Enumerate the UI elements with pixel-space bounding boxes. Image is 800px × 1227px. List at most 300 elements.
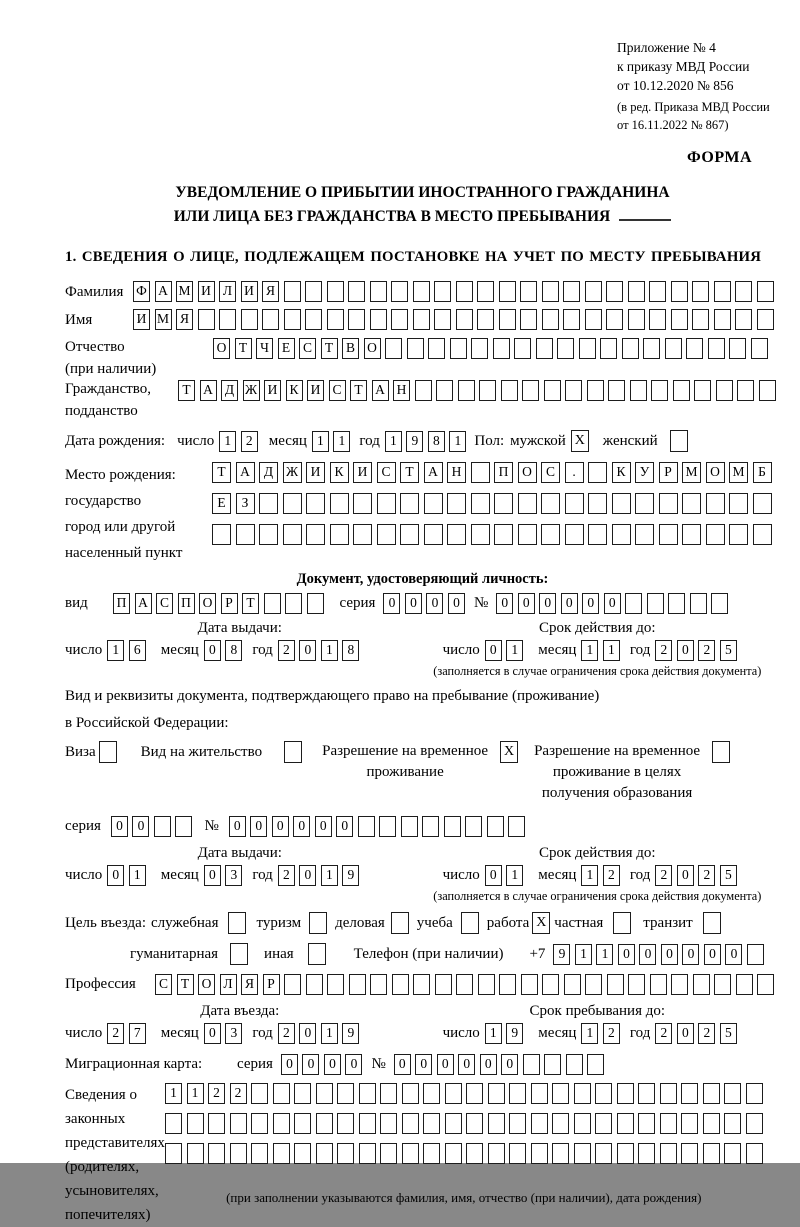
char-cell[interactable]: [552, 1083, 569, 1104]
char-cell[interactable]: [649, 309, 666, 330]
char-cell[interactable]: [493, 338, 510, 359]
char-cell[interactable]: [692, 281, 709, 302]
char-cell[interactable]: [330, 493, 349, 514]
char-cell[interactable]: О: [199, 593, 216, 614]
char-cell[interactable]: [337, 1143, 354, 1164]
char-cell[interactable]: [499, 974, 516, 995]
char-cell[interactable]: 9: [553, 944, 570, 965]
char-cell[interactable]: [665, 338, 682, 359]
purpose-work-checkbox[interactable]: X: [532, 912, 550, 934]
char-cell[interactable]: [608, 380, 625, 401]
char-cell[interactable]: [606, 281, 623, 302]
char-cell[interactable]: П: [113, 593, 130, 614]
char-cell[interactable]: 0: [496, 593, 513, 614]
char-cell[interactable]: [736, 974, 753, 995]
char-cell[interactable]: Я: [241, 974, 258, 995]
char-cell[interactable]: [660, 1113, 677, 1134]
char-cell[interactable]: [703, 1143, 720, 1164]
char-cell[interactable]: [753, 524, 772, 545]
char-cell[interactable]: [649, 281, 666, 302]
char-cell[interactable]: А: [424, 462, 443, 483]
purpose-other-checkbox[interactable]: [308, 943, 326, 965]
char-cell[interactable]: [447, 493, 466, 514]
char-cell[interactable]: [477, 281, 494, 302]
char-cell[interactable]: А: [236, 462, 255, 483]
char-cell[interactable]: [659, 524, 678, 545]
char-cell[interactable]: [407, 338, 424, 359]
char-cell[interactable]: [379, 816, 396, 837]
char-cell[interactable]: [668, 593, 685, 614]
char-cell[interactable]: 0: [725, 944, 742, 965]
char-cell[interactable]: И: [198, 281, 215, 302]
char-cell[interactable]: [628, 974, 645, 995]
char-cell[interactable]: [327, 281, 344, 302]
temp-residence-checkbox[interactable]: X: [500, 741, 518, 763]
char-cell[interactable]: [391, 309, 408, 330]
char-cell[interactable]: 1: [321, 865, 338, 886]
char-cell[interactable]: [531, 1143, 548, 1164]
char-cell[interactable]: Л: [219, 281, 236, 302]
char-cell[interactable]: [337, 1083, 354, 1104]
char-cell[interactable]: [208, 1113, 225, 1134]
char-cell[interactable]: Р: [221, 593, 238, 614]
char-cell[interactable]: [445, 1113, 462, 1134]
char-cell[interactable]: 0: [426, 593, 443, 614]
char-cell[interactable]: 1: [603, 640, 620, 661]
char-cell[interactable]: [746, 1083, 763, 1104]
char-cell[interactable]: [165, 1113, 182, 1134]
char-cell[interactable]: [359, 1143, 376, 1164]
char-cell[interactable]: [595, 1083, 612, 1104]
char-cell[interactable]: К: [330, 462, 349, 483]
char-cell[interactable]: [757, 974, 774, 995]
char-cell[interactable]: М: [729, 462, 748, 483]
char-cell[interactable]: 0: [204, 640, 221, 661]
char-cell[interactable]: 0: [677, 640, 694, 661]
char-cell[interactable]: [671, 309, 688, 330]
char-cell[interactable]: [585, 309, 602, 330]
char-cell[interactable]: [714, 309, 731, 330]
char-cell[interactable]: [349, 974, 366, 995]
char-cell[interactable]: 0: [299, 640, 316, 661]
char-cell[interactable]: Я: [176, 309, 193, 330]
char-cell[interactable]: [711, 593, 728, 614]
char-cell[interactable]: [514, 338, 531, 359]
char-cell[interactable]: [579, 338, 596, 359]
char-cell[interactable]: 8: [428, 431, 445, 452]
sex-male-checkbox[interactable]: X: [571, 430, 589, 452]
char-cell[interactable]: С: [299, 338, 316, 359]
char-cell[interactable]: [523, 1054, 540, 1075]
char-cell[interactable]: [706, 524, 725, 545]
char-cell[interactable]: [392, 974, 409, 995]
char-cell[interactable]: 0: [272, 816, 289, 837]
char-cell[interactable]: 1: [385, 431, 402, 452]
char-cell[interactable]: [521, 974, 538, 995]
char-cell[interactable]: [565, 380, 582, 401]
char-cell[interactable]: [565, 524, 584, 545]
char-cell[interactable]: [588, 524, 607, 545]
char-cell[interactable]: 0: [394, 1054, 411, 1075]
char-cell[interactable]: 0: [345, 1054, 362, 1075]
char-cell[interactable]: [628, 281, 645, 302]
char-cell[interactable]: [305, 309, 322, 330]
char-cell[interactable]: 1: [219, 431, 236, 452]
char-cell[interactable]: А: [372, 380, 389, 401]
char-cell[interactable]: С: [155, 974, 172, 995]
char-cell[interactable]: [391, 281, 408, 302]
char-cell[interactable]: [380, 1113, 397, 1134]
char-cell[interactable]: [724, 1143, 741, 1164]
char-cell[interactable]: [557, 338, 574, 359]
char-cell[interactable]: Р: [659, 462, 678, 483]
char-cell[interactable]: [236, 524, 255, 545]
char-cell[interactable]: 0: [293, 816, 310, 837]
char-cell[interactable]: 0: [250, 816, 267, 837]
char-cell[interactable]: [445, 1083, 462, 1104]
char-cell[interactable]: 0: [324, 1054, 341, 1075]
char-cell[interactable]: 2: [230, 1083, 247, 1104]
char-cell[interactable]: [617, 1143, 634, 1164]
char-cell[interactable]: 0: [107, 865, 124, 886]
char-cell[interactable]: [423, 1143, 440, 1164]
char-cell[interactable]: [327, 309, 344, 330]
char-cell[interactable]: [552, 1143, 569, 1164]
char-cell[interactable]: [294, 1083, 311, 1104]
char-cell[interactable]: [466, 1083, 483, 1104]
char-cell[interactable]: [612, 493, 631, 514]
char-cell[interactable]: [479, 380, 496, 401]
char-cell[interactable]: [499, 281, 516, 302]
char-cell[interactable]: Л: [220, 974, 237, 995]
purpose-official-checkbox[interactable]: [228, 912, 246, 934]
char-cell[interactable]: [541, 524, 560, 545]
char-cell[interactable]: 0: [229, 816, 246, 837]
char-cell[interactable]: 5: [720, 640, 737, 661]
char-cell[interactable]: [423, 1083, 440, 1104]
char-cell[interactable]: [509, 1113, 526, 1134]
char-cell[interactable]: 0: [485, 640, 502, 661]
char-cell[interactable]: [638, 1143, 655, 1164]
char-cell[interactable]: [380, 1083, 397, 1104]
char-cell[interactable]: [187, 1143, 204, 1164]
char-cell[interactable]: [753, 493, 772, 514]
char-cell[interactable]: [724, 1113, 741, 1134]
purpose-private-checkbox[interactable]: [613, 912, 631, 934]
char-cell[interactable]: 0: [415, 1054, 432, 1075]
char-cell[interactable]: [638, 1083, 655, 1104]
char-cell[interactable]: О: [518, 462, 537, 483]
char-cell[interactable]: 1: [333, 431, 350, 452]
char-cell[interactable]: [494, 524, 513, 545]
char-cell[interactable]: А: [135, 593, 152, 614]
char-cell[interactable]: [660, 1083, 677, 1104]
char-cell[interactable]: [585, 281, 602, 302]
char-cell[interactable]: 0: [299, 1023, 316, 1044]
char-cell[interactable]: [630, 380, 647, 401]
char-cell[interactable]: [359, 1113, 376, 1134]
char-cell[interactable]: М: [176, 281, 193, 302]
char-cell[interactable]: 0: [682, 944, 699, 965]
char-cell[interactable]: [518, 524, 537, 545]
char-cell[interactable]: [729, 524, 748, 545]
char-cell[interactable]: 2: [278, 865, 295, 886]
char-cell[interactable]: 1: [581, 640, 598, 661]
char-cell[interactable]: Т: [400, 462, 419, 483]
char-cell[interactable]: 0: [111, 816, 128, 837]
char-cell[interactable]: [542, 281, 559, 302]
char-cell[interactable]: Ч: [256, 338, 273, 359]
char-cell[interactable]: 2: [698, 865, 715, 886]
char-cell[interactable]: [423, 1113, 440, 1134]
char-cell[interactable]: [625, 593, 642, 614]
char-cell[interactable]: С: [329, 380, 346, 401]
char-cell[interactable]: [435, 974, 452, 995]
char-cell[interactable]: [542, 309, 559, 330]
char-cell[interactable]: Ж: [283, 462, 302, 483]
char-cell[interactable]: [587, 1054, 604, 1075]
char-cell[interactable]: [424, 524, 443, 545]
char-cell[interactable]: 5: [720, 1023, 737, 1044]
char-cell[interactable]: [574, 1113, 591, 1134]
char-cell[interactable]: 0: [561, 593, 578, 614]
char-cell[interactable]: К: [286, 380, 303, 401]
char-cell[interactable]: [751, 338, 768, 359]
char-cell[interactable]: [316, 1143, 333, 1164]
char-cell[interactable]: [259, 493, 278, 514]
char-cell[interactable]: [198, 309, 215, 330]
char-cell[interactable]: О: [198, 974, 215, 995]
char-cell[interactable]: [358, 816, 375, 837]
char-cell[interactable]: 0: [458, 1054, 475, 1075]
char-cell[interactable]: [746, 1113, 763, 1134]
char-cell[interactable]: [612, 524, 631, 545]
char-cell[interactable]: [628, 309, 645, 330]
char-cell[interactable]: 2: [655, 865, 672, 886]
char-cell[interactable]: [488, 1113, 505, 1134]
sex-female-checkbox[interactable]: [670, 430, 688, 452]
char-cell[interactable]: [494, 493, 513, 514]
char-cell[interactable]: [273, 1083, 290, 1104]
char-cell[interactable]: [251, 1083, 268, 1104]
char-cell[interactable]: [348, 309, 365, 330]
char-cell[interactable]: [413, 309, 430, 330]
char-cell[interactable]: К: [612, 462, 631, 483]
char-cell[interactable]: 0: [204, 865, 221, 886]
char-cell[interactable]: [587, 380, 604, 401]
char-cell[interactable]: [747, 944, 764, 965]
char-cell[interactable]: [285, 593, 302, 614]
char-cell[interactable]: [434, 309, 451, 330]
char-cell[interactable]: [757, 281, 774, 302]
char-cell[interactable]: [542, 974, 559, 995]
char-cell[interactable]: 9: [342, 1023, 359, 1044]
char-cell[interactable]: [401, 816, 418, 837]
char-cell[interactable]: 0: [480, 1054, 497, 1075]
purpose-business-checkbox[interactable]: [391, 912, 409, 934]
char-cell[interactable]: [606, 309, 623, 330]
char-cell[interactable]: 0: [299, 865, 316, 886]
char-cell[interactable]: [377, 524, 396, 545]
char-cell[interactable]: .: [565, 462, 584, 483]
char-cell[interactable]: О: [364, 338, 381, 359]
char-cell[interactable]: [588, 493, 607, 514]
char-cell[interactable]: [681, 1083, 698, 1104]
char-cell[interactable]: О: [706, 462, 725, 483]
char-cell[interactable]: [471, 493, 490, 514]
char-cell[interactable]: Б: [753, 462, 772, 483]
char-cell[interactable]: [466, 1143, 483, 1164]
char-cell[interactable]: [165, 1143, 182, 1164]
char-cell[interactable]: 1: [187, 1083, 204, 1104]
char-cell[interactable]: [353, 524, 372, 545]
char-cell[interactable]: Ф: [133, 281, 150, 302]
char-cell[interactable]: 2: [603, 1023, 620, 1044]
char-cell[interactable]: 2: [278, 640, 295, 661]
char-cell[interactable]: 0: [661, 944, 678, 965]
char-cell[interactable]: [607, 974, 624, 995]
char-cell[interactable]: [385, 338, 402, 359]
char-cell[interactable]: [251, 1113, 268, 1134]
char-cell[interactable]: [703, 1113, 720, 1134]
char-cell[interactable]: 0: [677, 865, 694, 886]
char-cell[interactable]: [595, 1113, 612, 1134]
purpose-humanitarian-checkbox[interactable]: [230, 943, 248, 965]
residence-permit-checkbox[interactable]: [284, 741, 302, 763]
char-cell[interactable]: 1: [575, 944, 592, 965]
char-cell[interactable]: И: [307, 380, 324, 401]
char-cell[interactable]: [402, 1113, 419, 1134]
char-cell[interactable]: 1: [506, 865, 523, 886]
char-cell[interactable]: [588, 462, 607, 483]
char-cell[interactable]: 1: [596, 944, 613, 965]
char-cell[interactable]: С: [541, 462, 560, 483]
char-cell[interactable]: 9: [506, 1023, 523, 1044]
char-cell[interactable]: 0: [677, 1023, 694, 1044]
char-cell[interactable]: [187, 1113, 204, 1134]
char-cell[interactable]: [735, 309, 752, 330]
char-cell[interactable]: [306, 493, 325, 514]
char-cell[interactable]: [230, 1113, 247, 1134]
char-cell[interactable]: [458, 380, 475, 401]
char-cell[interactable]: П: [494, 462, 513, 483]
char-cell[interactable]: 0: [618, 944, 635, 965]
char-cell[interactable]: У: [635, 462, 654, 483]
char-cell[interactable]: [377, 493, 396, 514]
char-cell[interactable]: [724, 1083, 741, 1104]
char-cell[interactable]: 5: [720, 865, 737, 886]
char-cell[interactable]: [230, 1143, 247, 1164]
char-cell[interactable]: [499, 309, 516, 330]
char-cell[interactable]: [294, 1143, 311, 1164]
char-cell[interactable]: [370, 281, 387, 302]
char-cell[interactable]: [714, 281, 731, 302]
char-cell[interactable]: 1: [581, 1023, 598, 1044]
char-cell[interactable]: [536, 338, 553, 359]
char-cell[interactable]: И: [264, 380, 281, 401]
char-cell[interactable]: [565, 493, 584, 514]
char-cell[interactable]: [471, 338, 488, 359]
char-cell[interactable]: [693, 974, 710, 995]
char-cell[interactable]: 0: [485, 865, 502, 886]
char-cell[interactable]: 1: [581, 865, 598, 886]
char-cell[interactable]: [400, 524, 419, 545]
char-cell[interactable]: [682, 493, 701, 514]
char-cell[interactable]: [353, 493, 372, 514]
char-cell[interactable]: Н: [447, 462, 466, 483]
char-cell[interactable]: 0: [302, 1054, 319, 1075]
char-cell[interactable]: [241, 309, 258, 330]
char-cell[interactable]: С: [377, 462, 396, 483]
char-cell[interactable]: [488, 1143, 505, 1164]
char-cell[interactable]: [541, 493, 560, 514]
char-cell[interactable]: 1: [107, 640, 124, 661]
char-cell[interactable]: [283, 493, 302, 514]
visa-checkbox[interactable]: [99, 741, 117, 763]
temp-residence-edu-checkbox[interactable]: [712, 741, 730, 763]
purpose-study-checkbox[interactable]: [461, 912, 479, 934]
char-cell[interactable]: [531, 1113, 548, 1134]
char-cell[interactable]: 1: [165, 1083, 182, 1104]
char-cell[interactable]: [563, 309, 580, 330]
char-cell[interactable]: З: [236, 493, 255, 514]
char-cell[interactable]: [735, 281, 752, 302]
char-cell[interactable]: [622, 338, 639, 359]
char-cell[interactable]: 0: [336, 816, 353, 837]
char-cell[interactable]: [520, 281, 537, 302]
char-cell[interactable]: Р: [263, 974, 280, 995]
char-cell[interactable]: [681, 1143, 698, 1164]
char-cell[interactable]: [359, 1083, 376, 1104]
char-cell[interactable]: 0: [405, 593, 422, 614]
char-cell[interactable]: [428, 338, 445, 359]
char-cell[interactable]: [413, 281, 430, 302]
char-cell[interactable]: 2: [278, 1023, 295, 1044]
char-cell[interactable]: 6: [129, 640, 146, 661]
char-cell[interactable]: 0: [315, 816, 332, 837]
char-cell[interactable]: [638, 1113, 655, 1134]
char-cell[interactable]: 8: [342, 640, 359, 661]
char-cell[interactable]: [402, 1083, 419, 1104]
char-cell[interactable]: [273, 1113, 290, 1134]
char-cell[interactable]: И: [306, 462, 325, 483]
char-cell[interactable]: 0: [281, 1054, 298, 1075]
char-cell[interactable]: 8: [225, 640, 242, 661]
char-cell[interactable]: [544, 380, 561, 401]
char-cell[interactable]: [595, 1143, 612, 1164]
char-cell[interactable]: [617, 1083, 634, 1104]
char-cell[interactable]: Т: [178, 380, 195, 401]
purpose-tourism-checkbox[interactable]: [309, 912, 327, 934]
char-cell[interactable]: [544, 1054, 561, 1075]
char-cell[interactable]: [564, 974, 581, 995]
char-cell[interactable]: [659, 493, 678, 514]
char-cell[interactable]: 1: [506, 640, 523, 661]
char-cell[interactable]: Я: [262, 281, 279, 302]
char-cell[interactable]: 2: [241, 431, 258, 452]
char-cell[interactable]: 9: [406, 431, 423, 452]
char-cell[interactable]: [617, 1113, 634, 1134]
char-cell[interactable]: 1: [321, 1023, 338, 1044]
char-cell[interactable]: 1: [312, 431, 329, 452]
char-cell[interactable]: [692, 309, 709, 330]
char-cell[interactable]: 1: [129, 865, 146, 886]
char-cell[interactable]: [402, 1143, 419, 1164]
char-cell[interactable]: [466, 1113, 483, 1134]
char-cell[interactable]: [681, 1113, 698, 1134]
char-cell[interactable]: [508, 816, 525, 837]
char-cell[interactable]: [284, 974, 301, 995]
